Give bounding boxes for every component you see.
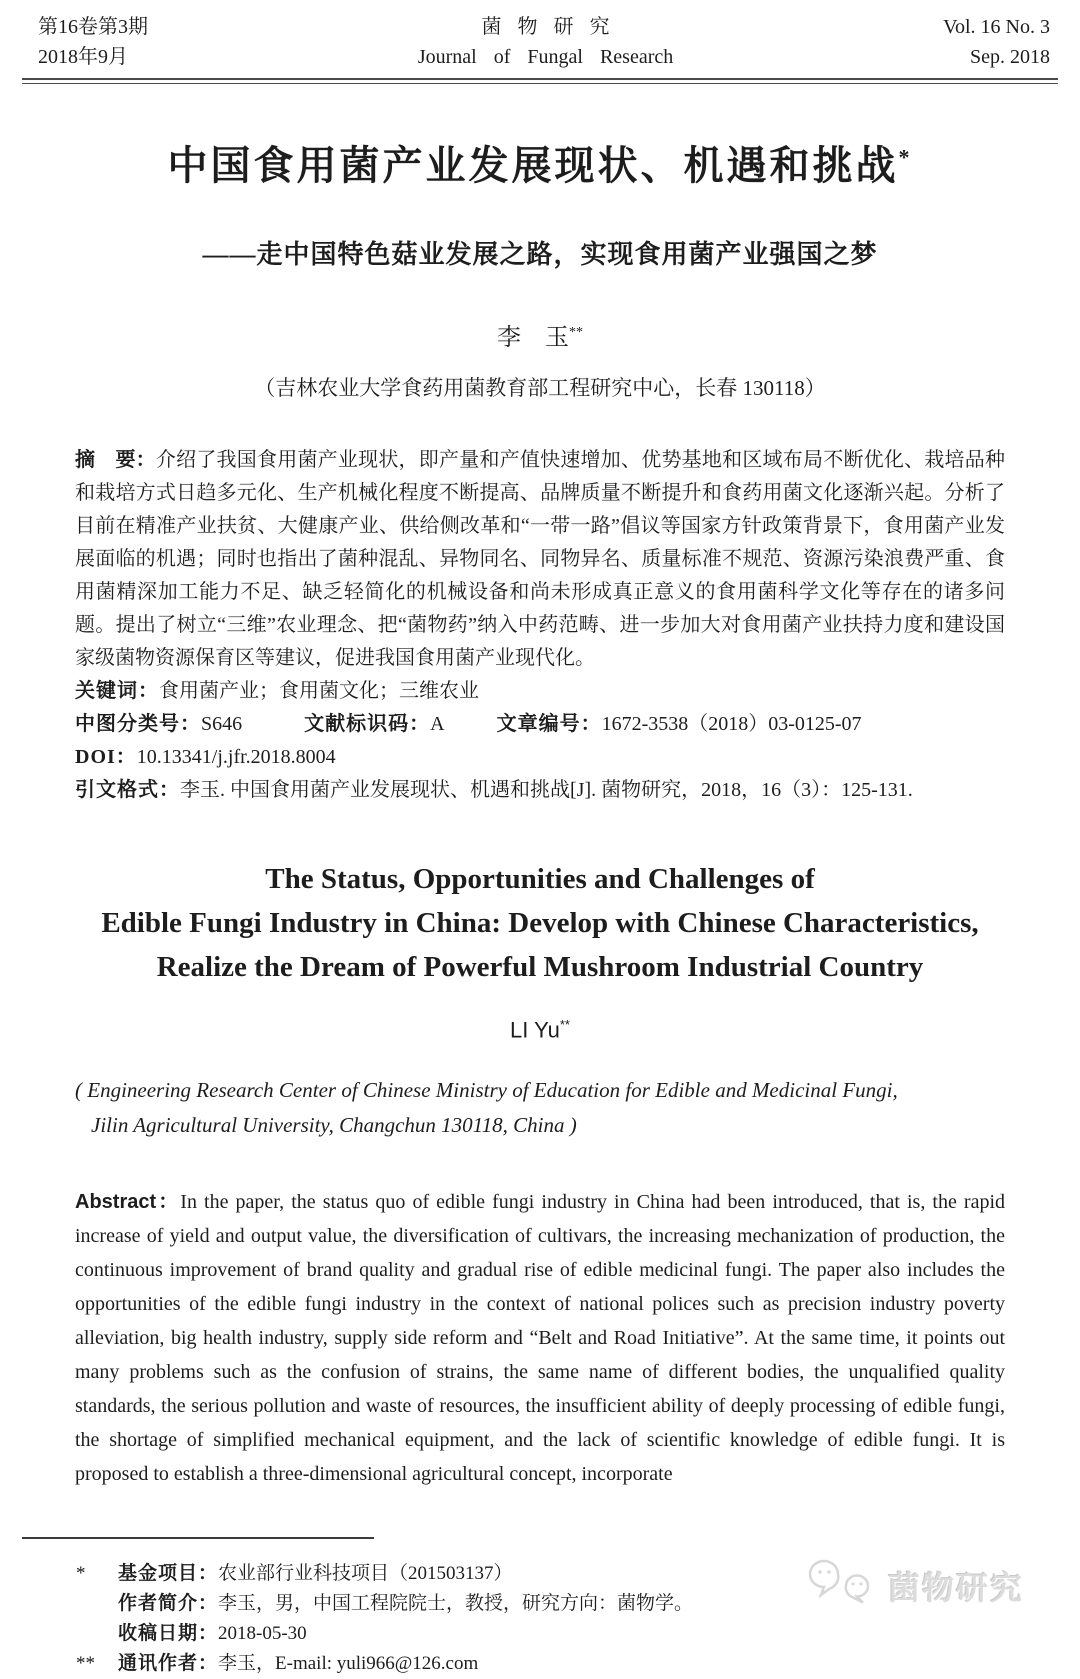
article-id-label: 文章编号： xyxy=(496,713,602,735)
article-id-value: 1672-3538（2018）03-0125-07 xyxy=(601,713,862,735)
affiliation-en xyxy=(75,1073,1005,1143)
keywords-text: 食用菌产业；食用菌文化；三维农业 xyxy=(159,680,479,702)
article-title-en xyxy=(50,857,1030,989)
article-id-pair xyxy=(497,713,862,735)
abstract-zh xyxy=(75,444,1005,675)
footnote-label: 通讯作者： xyxy=(118,1653,219,1675)
journal-name-en: Journal of Fungal Research xyxy=(417,46,674,68)
author-zh-name: 李 玉 xyxy=(497,325,569,351)
footnote-divider xyxy=(22,1537,374,1539)
footnote-value: 李玉，男，中国工程院院士，教授，研究方向：菌物学。 xyxy=(218,1593,694,1615)
footnote-marker: ** xyxy=(76,1653,95,1675)
footnote-text xyxy=(118,1649,478,1679)
abstract-en xyxy=(75,1185,1005,1491)
date-zh: 2018年9月 xyxy=(38,46,128,68)
clc-label: 中图分类号： xyxy=(75,713,201,735)
abstract-zh-label: 摘 要： xyxy=(75,449,156,471)
author-zh xyxy=(0,317,1080,352)
citation-text: 李玉. 中国食用菌产业发展现状、机遇和挑战[J]. 菌物研究，2018，16（3）：125-131. xyxy=(180,779,913,801)
abstract-en-label: Abstract： xyxy=(75,1191,181,1214)
watermark-text: 菌物研究 xyxy=(887,1569,1024,1606)
footnote-row xyxy=(76,1619,1020,1649)
footnote-value: 李玉，E-mail: yuli966@126.com xyxy=(218,1653,479,1675)
title-en-line3: Realize the Dream of Powerful Mushroom Industrial Country xyxy=(156,951,924,983)
author-en xyxy=(0,1017,1080,1043)
footnote-row xyxy=(76,1649,1020,1679)
footnote-marker xyxy=(76,1589,118,1619)
author-en-name: LI Yu xyxy=(510,1017,560,1043)
doc-code-label: 文献标识码： xyxy=(304,713,431,735)
title-en-line1: The Status, Opportunities and Challenges of xyxy=(265,863,815,895)
journal-watermark xyxy=(808,1556,1024,1615)
title-footnote-marker: * xyxy=(898,144,913,170)
footnote-value: 农业部行业科技项目（201503137） xyxy=(218,1563,513,1585)
abstract-en-text: In the paper, the status quo of edible fungi industry in China had been introduced, that is, the rapid increase of yield and output value, the diversification of cultivars, the increasing mechanization of production, the continuous improvement of brand quality and gradual rise of edible medicinal fungi. The paper also includes the opportunities of the edible fungi industry in the context of national polices such as precision industry poverty alleviation, big health industry, supply side reform and “Belt and Road Initiative”. At the same time, it points out many problems such as the confusion of strains, the same name of different bodies, the unqualified quality standards, the serious pollution and waste of resources, the insufficient ability of deeply processing of edible fungi, the shortage of simplified mechanical equipment, and the lack of scientific knowledge of edible fungi. It is proposed to establish a three-dimensional agricultural concept, incorporate xyxy=(75,1191,1006,1486)
affiliation-en-line1: ( Engineering Research Center of Chinese Ministry of Education for Edible and Medicinal Fungi, xyxy=(75,1078,898,1103)
clc-value: S646 xyxy=(201,713,243,735)
citation-line xyxy=(75,774,1005,807)
doi-label: DOI： xyxy=(75,746,137,768)
keywords-label: 关键词： xyxy=(75,680,159,702)
footnote-value: 2018-05-30 xyxy=(218,1623,307,1645)
affiliation-zh: （吉林农业大学食药用菌教育部工程研究中心，长春 130118） xyxy=(254,376,826,400)
footnote-label: 收稿日期： xyxy=(118,1623,219,1645)
clc-pair xyxy=(75,713,242,735)
footnote-text xyxy=(118,1619,307,1649)
footnote-text xyxy=(118,1559,513,1589)
footnote-label: 作者简介： xyxy=(118,1593,219,1615)
affiliation-en-line2: Jilin Agricultural University, Changchun 130118, China ) xyxy=(91,1113,577,1138)
clc-line xyxy=(75,708,1005,741)
keywords-line xyxy=(75,675,1005,708)
doc-code-value: A xyxy=(430,713,445,735)
footnote-text xyxy=(118,1589,693,1619)
article-title-zh xyxy=(40,142,1040,190)
author-footnote-marker: ** xyxy=(569,325,583,340)
doi-value: 10.13341/j.jfr.2018.8004 xyxy=(136,746,336,768)
citation-label: 引文格式： xyxy=(75,779,180,801)
footnote-marker: * xyxy=(76,1563,86,1585)
header-divider xyxy=(22,78,1058,84)
chat-bubbles-logo-icon xyxy=(808,1556,880,1615)
chinese-meta-block xyxy=(75,444,1005,807)
journal-header xyxy=(0,0,1080,76)
header-center xyxy=(418,12,673,72)
author-en-footnote-marker: ** xyxy=(559,1017,570,1032)
volume-issue-zh: 第16卷第3期 xyxy=(38,16,148,38)
footnote-marker xyxy=(76,1619,118,1649)
journal-name-zh: 菌物研究 xyxy=(481,16,626,38)
header-right xyxy=(943,12,1050,72)
doi-line xyxy=(75,741,1005,774)
doc-code-pair xyxy=(304,713,444,735)
title-en-line2: Edible Fungi Industry in China: Develop with Chinese Characteristics, xyxy=(101,907,979,939)
footnote-label: 基金项目： xyxy=(118,1563,219,1585)
header-left xyxy=(38,12,148,72)
article-title-zh-text: 中国食用菌产业发展现状、机遇和挑战 xyxy=(167,143,899,188)
date-en: Sep. 2018 xyxy=(969,46,1050,68)
volume-issue-en: Vol. 16 No. 3 xyxy=(943,16,1050,38)
article-subtitle-zh: ——走中国特色菇业发展之路，实现食用菌产业强国之梦 xyxy=(202,240,878,269)
abstract-zh-text: 介绍了我国食用菌产业现状，即产量和产值快速增加、优势基地和区域布局不断优化、栽培品种和栽培方式日趋多元化、生产机械化程度不断提高、品牌质量不断提升和食药用菌文化逐渐兴起。分析了目前在精准产业扶贫、大健康产业、供给侧改革和“一带一路”倡议等国家方针政策背景下，食用菌产业发展面临的机遇；同时也指出了菌种混乱、异物同名、同物异名、质量标准不规范、资源污染浪费严重、食用菌精深加工能力不足、缺乏轻简化的机械设备和尚未形成真正意义的食用菌科学文化等存在的诸多问题。提出了树立“三维”农业理念、把“菌物药”纳入中药范畴、进一步加大对食用菌产业扶持力度和建设国家级菌物资源保育区等建议，促进我国食用菌产业现代化。 xyxy=(75,449,1006,669)
